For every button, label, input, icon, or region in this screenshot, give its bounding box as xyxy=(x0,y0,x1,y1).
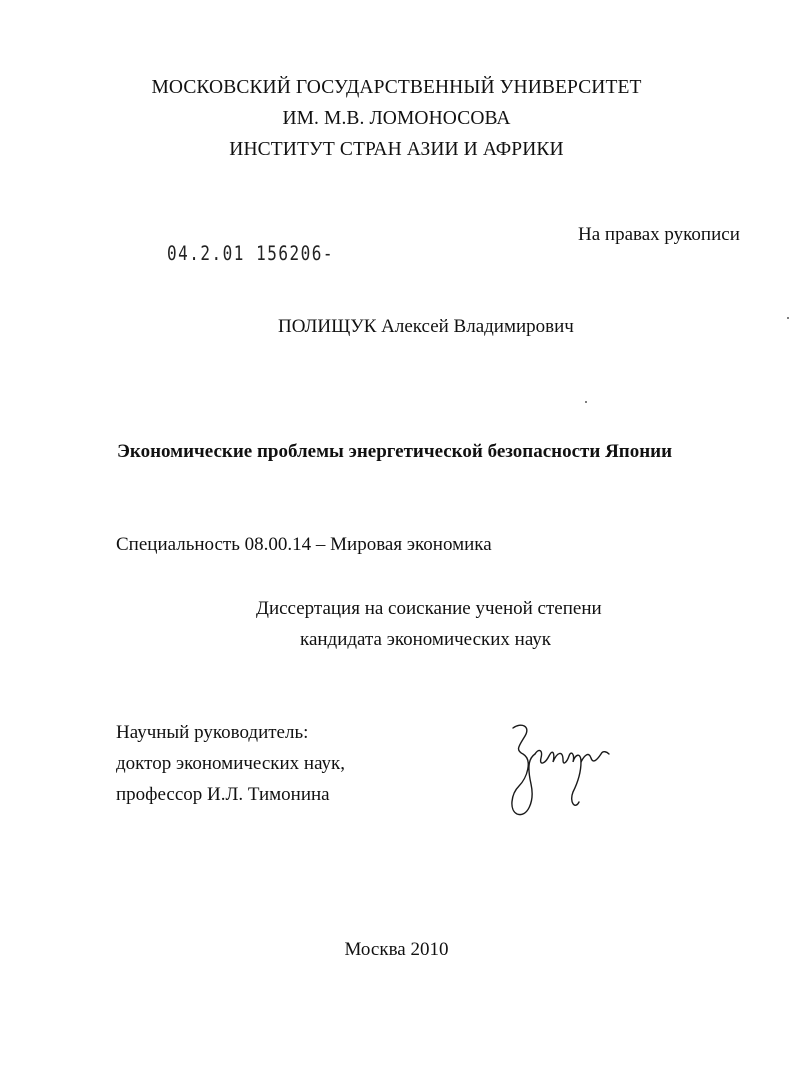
institute-name: ИНСТИТУТ СТРАН АЗИИ И АФРИКИ xyxy=(229,139,564,160)
scan-speck xyxy=(787,317,789,319)
author-name: ПОЛИЩУК Алексей Владимирович xyxy=(278,316,574,337)
scan-speck xyxy=(585,401,587,403)
supervisor-label: Научный руководитель: xyxy=(116,722,309,743)
degree-line-2: кандидата экономических наук xyxy=(300,629,552,650)
archive-stamp-number: 04.2.01 156206- xyxy=(167,242,334,265)
university-name: МОСКОВСКИЙ ГОСУДАРСТВЕННЫЙ УНИВЕРСИТЕТ xyxy=(151,77,642,98)
degree-line-1: Диссертация на соискание ученой степени xyxy=(256,598,602,619)
university-named-after: ИМ. М.В. ЛОМОНОСОВА xyxy=(282,108,511,129)
supervisor-degree: доктор экономических наук, xyxy=(116,753,346,774)
dissertation-title: Экономические проблемы энергетической безопасности Японии xyxy=(117,441,673,462)
manuscript-note: На правах рукописи xyxy=(578,224,740,245)
city-year: Москва 2010 xyxy=(344,939,449,960)
supervisor-name: профессор И.Л. Тимонина xyxy=(116,784,330,805)
specialty-line: Специальность 08.00.14 – Мировая экономика xyxy=(116,534,492,555)
supervisor-signature xyxy=(505,720,615,820)
